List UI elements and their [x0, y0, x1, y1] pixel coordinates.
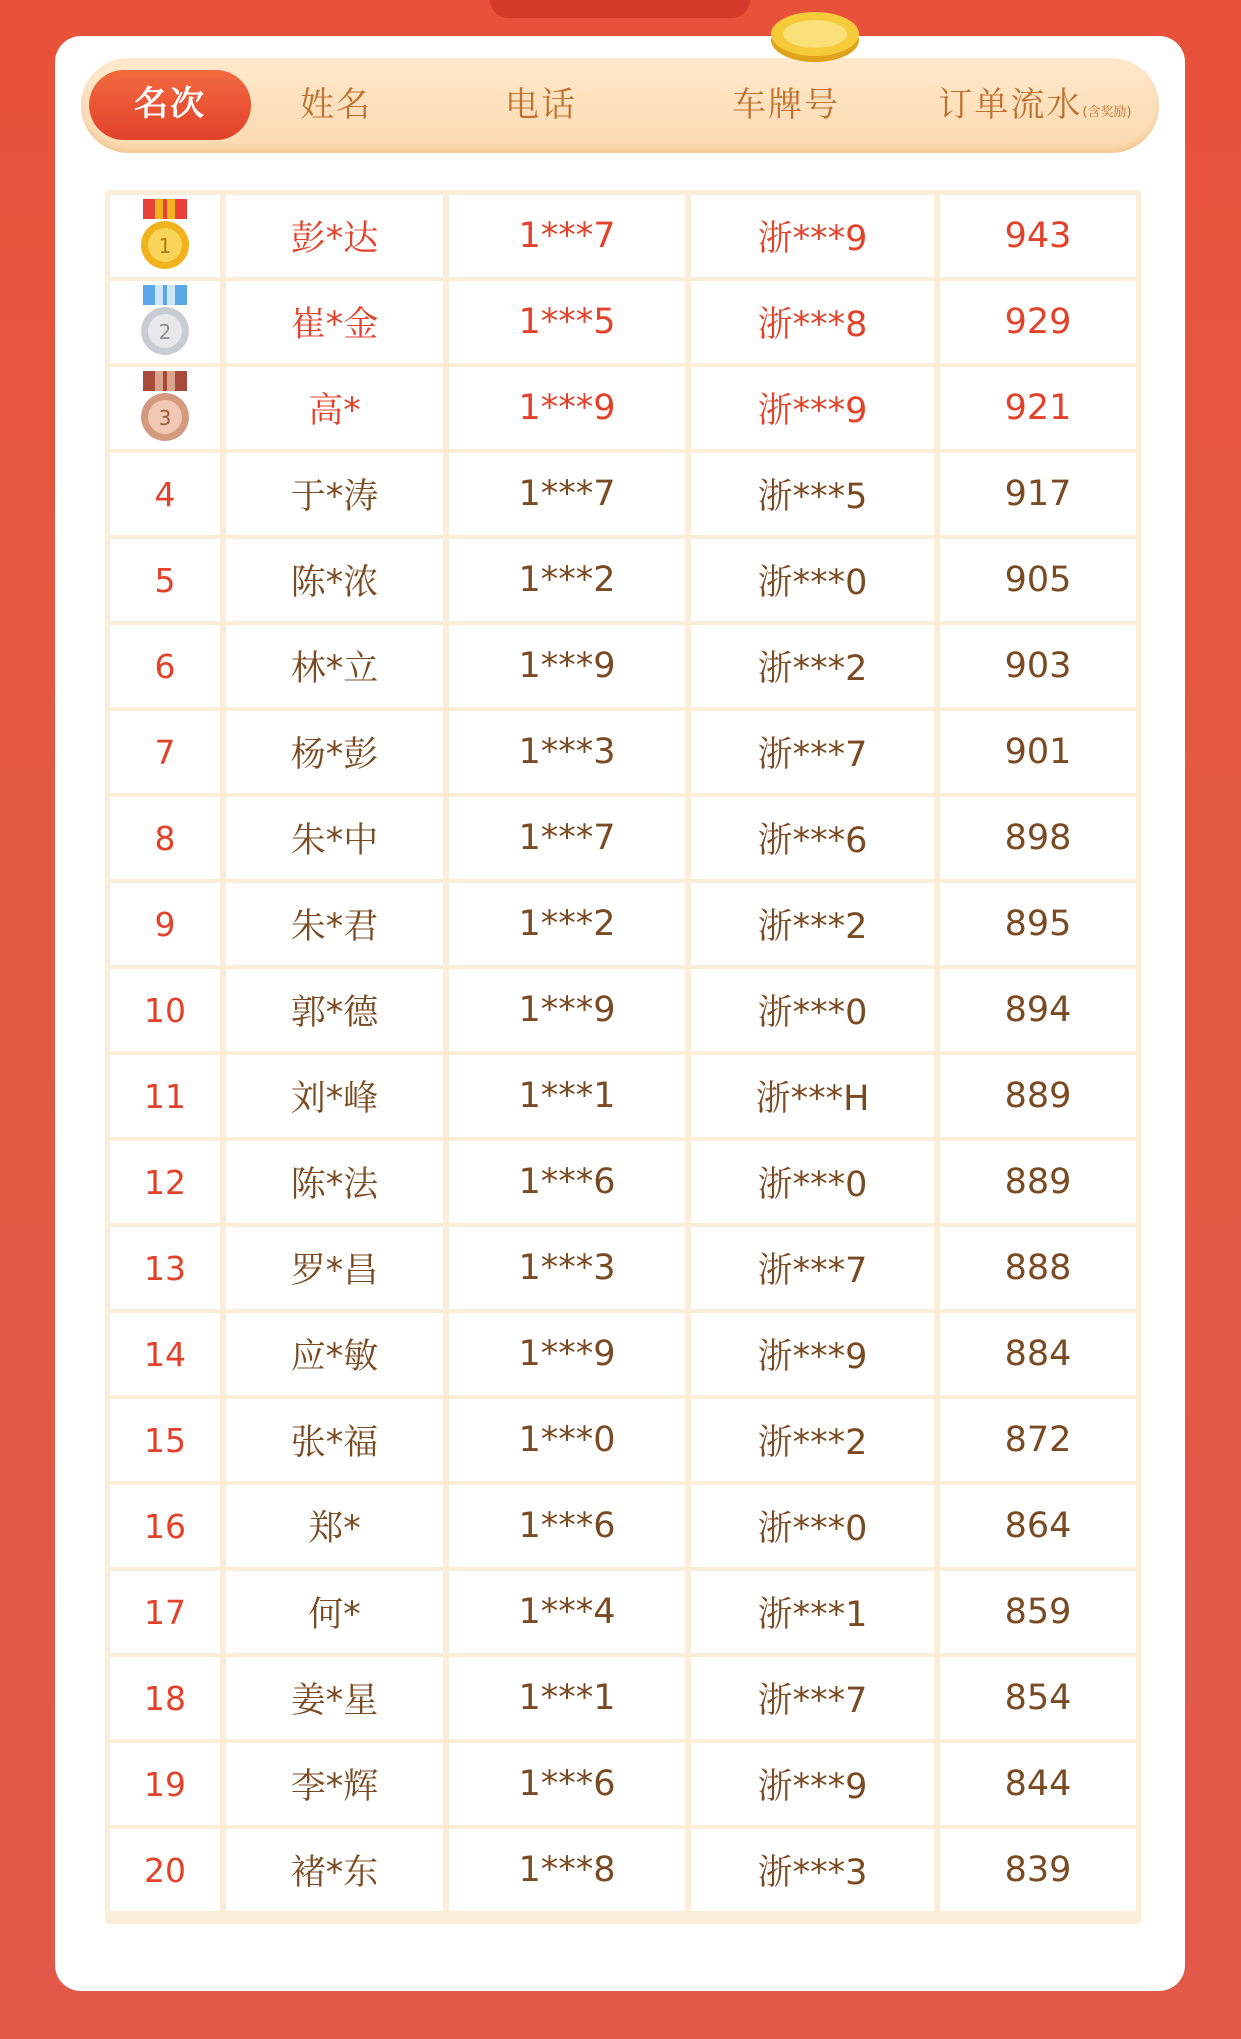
name-cell: 林*立: [226, 625, 443, 707]
orders-cell: 884: [940, 1313, 1136, 1395]
table-row: [105, 1055, 1141, 1137]
table-row: [105, 711, 1141, 793]
name-cell: 姜*星: [226, 1657, 443, 1739]
top-ribbon: [490, 0, 750, 18]
plate-cell: 浙***0: [691, 539, 934, 621]
header-plate: 车牌号: [732, 85, 840, 125]
name-cell: 高*: [226, 367, 443, 449]
phone-cell: 1***3: [449, 1227, 685, 1309]
medal-number: 2: [158, 320, 172, 344]
phone-cell: 1***1: [449, 1657, 685, 1739]
table-row: [105, 797, 1141, 879]
rank-cell: 10: [110, 969, 220, 1051]
table-row: [105, 1141, 1141, 1223]
orders-cell: 889: [940, 1055, 1136, 1137]
phone-cell: 1***9: [449, 367, 685, 449]
table-row: [105, 1743, 1141, 1825]
table-row: [105, 195, 1141, 277]
header-orders-label: 订单流水: [938, 85, 1083, 125]
orders-cell: 844: [940, 1743, 1136, 1825]
rank-cell: 8: [110, 797, 220, 879]
table-row: [105, 1657, 1141, 1739]
orders-cell: 905: [940, 539, 1136, 621]
table-row: [105, 539, 1141, 621]
rank-cell: 14: [110, 1313, 220, 1395]
phone-cell: 1***7: [449, 797, 685, 879]
name-cell: 崔*金: [226, 281, 443, 363]
phone-cell: 1***6: [449, 1141, 685, 1223]
table-row: [105, 367, 1141, 449]
name-cell: 郭*德: [226, 969, 443, 1051]
orders-cell: 889: [940, 1141, 1136, 1223]
orders-cell: 888: [940, 1227, 1136, 1309]
table-row: [105, 453, 1141, 535]
name-cell: 李*辉: [226, 1743, 443, 1825]
rank-cell: 9: [110, 883, 220, 965]
name-cell: 陈*浓: [226, 539, 443, 621]
rank-cell: 20: [110, 1829, 220, 1911]
phone-cell: 1***7: [449, 195, 685, 277]
phone-cell: 1***1: [449, 1055, 685, 1137]
header-name: 姓名: [300, 85, 372, 125]
name-cell: 郑*: [226, 1485, 443, 1567]
plate-cell: 浙***7: [691, 711, 934, 793]
name-cell: 朱*君: [226, 883, 443, 965]
header-orders-note: (含奖励): [1082, 105, 1132, 120]
orders-cell: 854: [940, 1657, 1136, 1739]
name-cell: 张*福: [226, 1399, 443, 1481]
phone-cell: 1***2: [449, 883, 685, 965]
plate-cell: 浙***0: [691, 1485, 934, 1567]
table-row: [105, 1571, 1141, 1653]
orders-cell: 859: [940, 1571, 1136, 1653]
gold-coin-icon: [767, 4, 863, 68]
name-cell: 陈*法: [226, 1141, 443, 1223]
plate-cell: 浙***7: [691, 1227, 934, 1309]
plate-cell: 浙***0: [691, 969, 934, 1051]
table-header: [81, 58, 1159, 153]
orders-cell: 921: [940, 367, 1136, 449]
rank-cell: 16: [110, 1485, 220, 1567]
orders-cell: 929: [940, 281, 1136, 363]
plate-cell: 浙***9: [691, 367, 934, 449]
rank-cell: 19: [110, 1743, 220, 1825]
table-row: [105, 281, 1141, 363]
table-row: [105, 625, 1141, 707]
plate-cell: 浙***9: [691, 1313, 934, 1395]
orders-cell: 917: [940, 453, 1136, 535]
phone-cell: 1***6: [449, 1743, 685, 1825]
header-phone: 电话: [505, 85, 577, 125]
orders-cell: 943: [940, 195, 1136, 277]
phone-cell: 1***9: [449, 969, 685, 1051]
plate-cell: 浙***8: [691, 281, 934, 363]
phone-cell: 1***9: [449, 1313, 685, 1395]
table-row: [105, 1829, 1141, 1911]
rank-cell: 18: [110, 1657, 220, 1739]
header-orders: [911, 58, 1159, 153]
rank-cell: 5: [110, 539, 220, 621]
table-row: [105, 1485, 1141, 1567]
plate-cell: 浙***2: [691, 625, 934, 707]
table-row: [105, 1313, 1141, 1395]
phone-cell: 1***5: [449, 281, 685, 363]
gold-medal-icon: [137, 197, 193, 275]
rank-cell: 17: [110, 1571, 220, 1653]
name-cell: 朱*中: [226, 797, 443, 879]
orders-cell: 903: [940, 625, 1136, 707]
name-cell: 杨*彭: [226, 711, 443, 793]
phone-cell: 1***2: [449, 539, 685, 621]
name-cell: 褚*东: [226, 1829, 443, 1911]
plate-cell: 浙***2: [691, 1399, 934, 1481]
plate-cell: 浙***7: [691, 1657, 934, 1739]
header-rank[interactable]: 名次: [89, 70, 251, 140]
phone-cell: 1***7: [449, 453, 685, 535]
plate-cell: 浙***9: [691, 1743, 934, 1825]
name-cell: 彭*达: [226, 195, 443, 277]
rank-cell: 6: [110, 625, 220, 707]
medal-number: 1: [158, 234, 172, 258]
table-row: [105, 883, 1141, 965]
rank-cell: [110, 367, 220, 449]
rank-cell: 7: [110, 711, 220, 793]
name-cell: 于*涛: [226, 453, 443, 535]
orders-cell: 898: [940, 797, 1136, 879]
name-cell: 刘*峰: [226, 1055, 443, 1137]
rank-cell: [110, 281, 220, 363]
orders-cell: 839: [940, 1829, 1136, 1911]
phone-cell: 1***6: [449, 1485, 685, 1567]
rank-cell: 12: [110, 1141, 220, 1223]
plate-cell: 浙***2: [691, 883, 934, 965]
phone-cell: 1***4: [449, 1571, 685, 1653]
plate-cell: 浙***5: [691, 453, 934, 535]
plate-cell: 浙***9: [691, 195, 934, 277]
orders-cell: 895: [940, 883, 1136, 965]
orders-cell: 894: [940, 969, 1136, 1051]
phone-cell: 1***8: [449, 1829, 685, 1911]
leaderboard-card: [55, 36, 1185, 1991]
table-row: [105, 1227, 1141, 1309]
orders-cell: 901: [940, 711, 1136, 793]
bronze-medal-icon: [137, 369, 193, 447]
orders-cell: 872: [940, 1399, 1136, 1481]
plate-cell: 浙***6: [691, 797, 934, 879]
silver-medal-icon: [137, 283, 193, 361]
name-cell: 何*: [226, 1571, 443, 1653]
name-cell: 应*敏: [226, 1313, 443, 1395]
ranking-table: [105, 190, 1141, 1924]
plate-cell: 浙***1: [691, 1571, 934, 1653]
orders-cell: 864: [940, 1485, 1136, 1567]
table-row: [105, 1399, 1141, 1481]
table-row: [105, 969, 1141, 1051]
phone-cell: 1***3: [449, 711, 685, 793]
plate-cell: 浙***H: [691, 1055, 934, 1137]
phone-cell: 1***9: [449, 625, 685, 707]
rank-cell: 11: [110, 1055, 220, 1137]
plate-cell: 浙***0: [691, 1141, 934, 1223]
medal-number: 3: [158, 406, 172, 430]
rank-cell: 13: [110, 1227, 220, 1309]
phone-cell: 1***0: [449, 1399, 685, 1481]
plate-cell: 浙***3: [691, 1829, 934, 1911]
rank-cell: 15: [110, 1399, 220, 1481]
name-cell: 罗*昌: [226, 1227, 443, 1309]
rank-cell: 4: [110, 453, 220, 535]
rank-cell: [110, 195, 220, 277]
